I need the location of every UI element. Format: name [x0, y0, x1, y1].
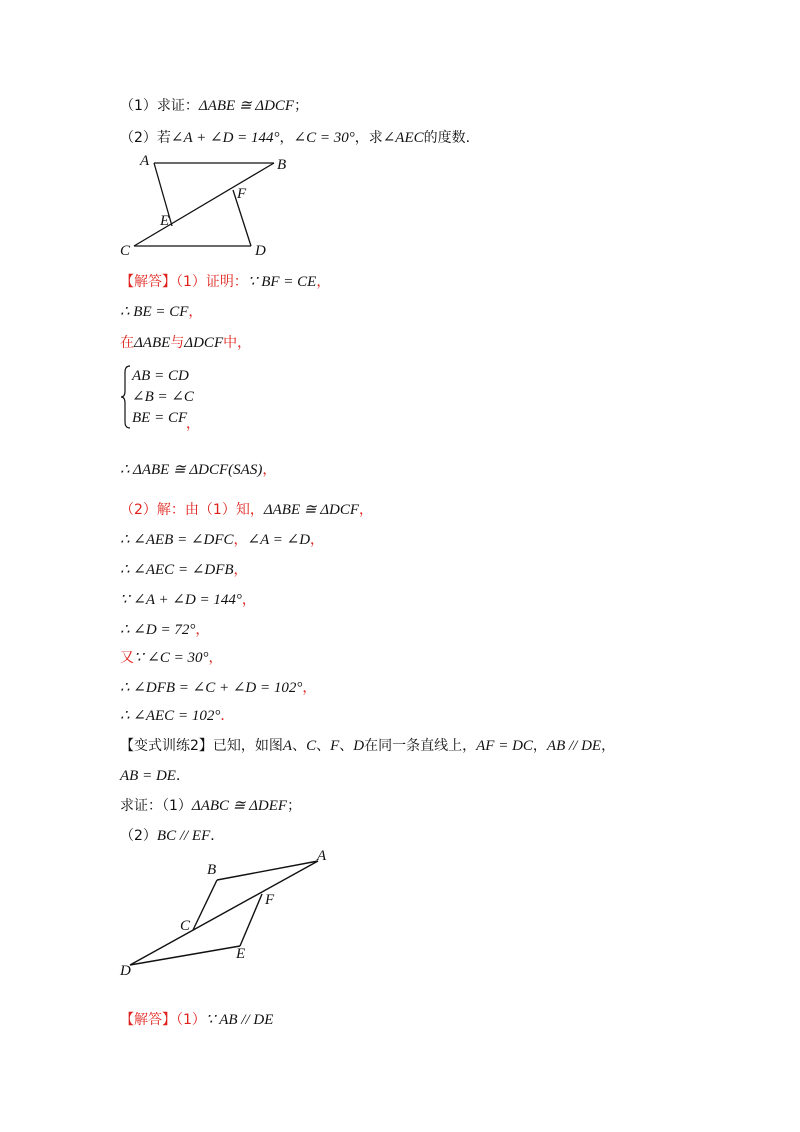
math-expression: AB = DE	[120, 768, 176, 784]
text-run: 、	[316, 738, 331, 754]
solution-2-step-6	[120, 678, 316, 698]
fig1-label-c: C	[120, 243, 131, 259]
math-expression: ∴ ΔABE ≅ ΔDCF(SAS)	[120, 462, 263, 478]
solution-2-step-5	[120, 648, 223, 668]
math-expression: ΔABE ≅ ΔDCF	[263, 502, 359, 518]
text-run: ，求	[354, 130, 383, 146]
math-expression: ΔDCF	[184, 335, 224, 351]
math-expression: ∠A + ∠D = 144°	[170, 130, 280, 146]
text-run: （2）	[120, 828, 157, 844]
text-run: （2）解：由（1）知，	[120, 502, 264, 518]
text-run: 在	[120, 335, 134, 351]
solution-1-conclusion	[120, 460, 276, 480]
text-run: ，	[188, 304, 203, 320]
text-run: ．	[220, 708, 235, 724]
condition-row: ∠B = ∠C	[132, 389, 194, 405]
math-expression: ∴ ∠AEC = ∠DFB	[120, 562, 234, 578]
fig1-segment-cb	[134, 163, 274, 246]
text-run: ，	[241, 592, 256, 608]
exercise-2-prove-1	[120, 796, 301, 816]
text-run: 、	[292, 738, 307, 754]
solution-2-step-3	[120, 590, 256, 610]
text-run: 又	[120, 650, 134, 666]
math-expression: ∠AEC	[382, 130, 424, 146]
text-run: ；	[287, 798, 302, 814]
solution-2-step-4	[120, 620, 209, 640]
math-expression: A	[282, 738, 293, 754]
fig2-label-d: D	[120, 963, 131, 979]
text-run: ，	[302, 680, 317, 696]
text-run: ．	[175, 768, 190, 784]
math-expression: ∴ ∠DFB = ∠C + ∠D = 102°	[120, 680, 303, 696]
fig2-segment-ad	[130, 861, 318, 965]
text-run: 与	[170, 335, 185, 351]
math-expression: ΔABE ≅ ΔDCF	[198, 98, 295, 114]
condition-trailing-comma: ，	[186, 416, 200, 432]
condition-row: BE = CF	[132, 410, 188, 426]
math-expression: BC // EF	[156, 828, 211, 844]
text-run: ，	[195, 622, 210, 638]
fig2-label-f: F	[265, 892, 275, 908]
fig1-label-d: D	[255, 243, 266, 259]
solution-2-step-2	[120, 560, 248, 580]
text-run: ，	[262, 462, 277, 478]
solution-2-step-1	[120, 530, 324, 550]
fig2-label-a: A	[317, 848, 327, 864]
text-run: 在同一条直线上，	[364, 738, 477, 754]
question-part-1	[120, 96, 308, 116]
exercise-2-solution-heading	[120, 1010, 273, 1030]
exercise-2-statement	[120, 736, 615, 756]
fig1-segment-ae	[154, 163, 172, 226]
fig2-segment-de	[130, 946, 240, 965]
fig2-segment-ab	[217, 861, 318, 880]
text-run: 【解答】（1）证明：	[120, 274, 248, 290]
math-expression: AB // DE	[546, 738, 602, 754]
text-run: ，	[310, 532, 325, 548]
text-run: （1）求证：	[120, 98, 199, 114]
exercise-2-statement-cont	[120, 766, 190, 786]
math-expression: ∠C = 30°	[293, 130, 355, 146]
fig2-segment-bc	[193, 880, 217, 930]
text-run: 、	[339, 738, 354, 754]
left-brace-icon	[120, 364, 132, 430]
text-run: 的度数.	[423, 130, 471, 146]
fig2-segment-fe	[240, 894, 262, 946]
fig2-label-e: E	[236, 946, 246, 962]
math-expression: ∴ BE = CF	[120, 304, 189, 320]
solution-2-heading	[120, 500, 373, 520]
solution-1-step-1	[120, 302, 202, 322]
math-expression: ∴ ∠AEB = ∠DFC	[120, 532, 234, 548]
fig1-label-e: E	[160, 213, 170, 229]
text-run: ，	[316, 274, 331, 290]
text-run: ．	[210, 828, 225, 844]
text-run: 求证：（1）	[120, 798, 192, 814]
fig1-label-f: F	[237, 186, 247, 202]
math-expression: ∵ ∠A + ∠D = 144°	[120, 592, 242, 608]
math-expression: ΔABE	[134, 335, 171, 351]
fig1-segment-fd	[233, 190, 251, 246]
text-run: ，	[233, 532, 248, 548]
text-run: 中，	[223, 335, 252, 351]
question-part-2	[120, 128, 470, 148]
text-run: ；	[294, 98, 309, 114]
text-run: ，	[601, 738, 616, 754]
fig1-label-b: B	[277, 157, 287, 173]
congruence-conditions	[120, 364, 240, 430]
math-expression: ∵ ∠C = 30°	[134, 650, 209, 666]
condition-row: AB = CD	[132, 368, 189, 384]
fig1-label-a: A	[140, 153, 150, 169]
solution-1-heading	[120, 272, 330, 292]
math-expression: ∠A = ∠D	[247, 532, 311, 548]
text-run: 【变式训练2】已知，如图	[120, 738, 283, 754]
text-run: （2）若	[120, 130, 171, 146]
math-expression: ∵ BF = CE	[247, 274, 317, 290]
math-expression: F	[330, 738, 340, 754]
math-expression: ΔABC ≅ ΔDEF	[191, 798, 288, 814]
fig2-label-b: B	[207, 862, 217, 878]
math-expression: C	[306, 738, 317, 754]
math-expression: ∵ AB // DE	[205, 1012, 274, 1028]
math-expression: D	[353, 738, 365, 754]
text-run: ，	[279, 130, 294, 146]
exercise-2-prove-2	[120, 826, 224, 846]
solution-1-step-2	[120, 333, 251, 353]
math-expression: ∴ ∠D = 72°	[120, 622, 196, 638]
solution-2-conclusion	[120, 706, 234, 726]
text-run: ，	[359, 502, 373, 518]
fig2-label-c: C	[180, 918, 191, 934]
math-expression: ∴ ∠AEC = 102°	[120, 708, 221, 724]
text-run: 【解答】（1）	[120, 1012, 206, 1028]
text-run: ，	[532, 738, 547, 754]
text-run: ，	[208, 650, 223, 666]
math-expression: AF = DC	[476, 738, 533, 754]
text-run: ，	[233, 562, 248, 578]
